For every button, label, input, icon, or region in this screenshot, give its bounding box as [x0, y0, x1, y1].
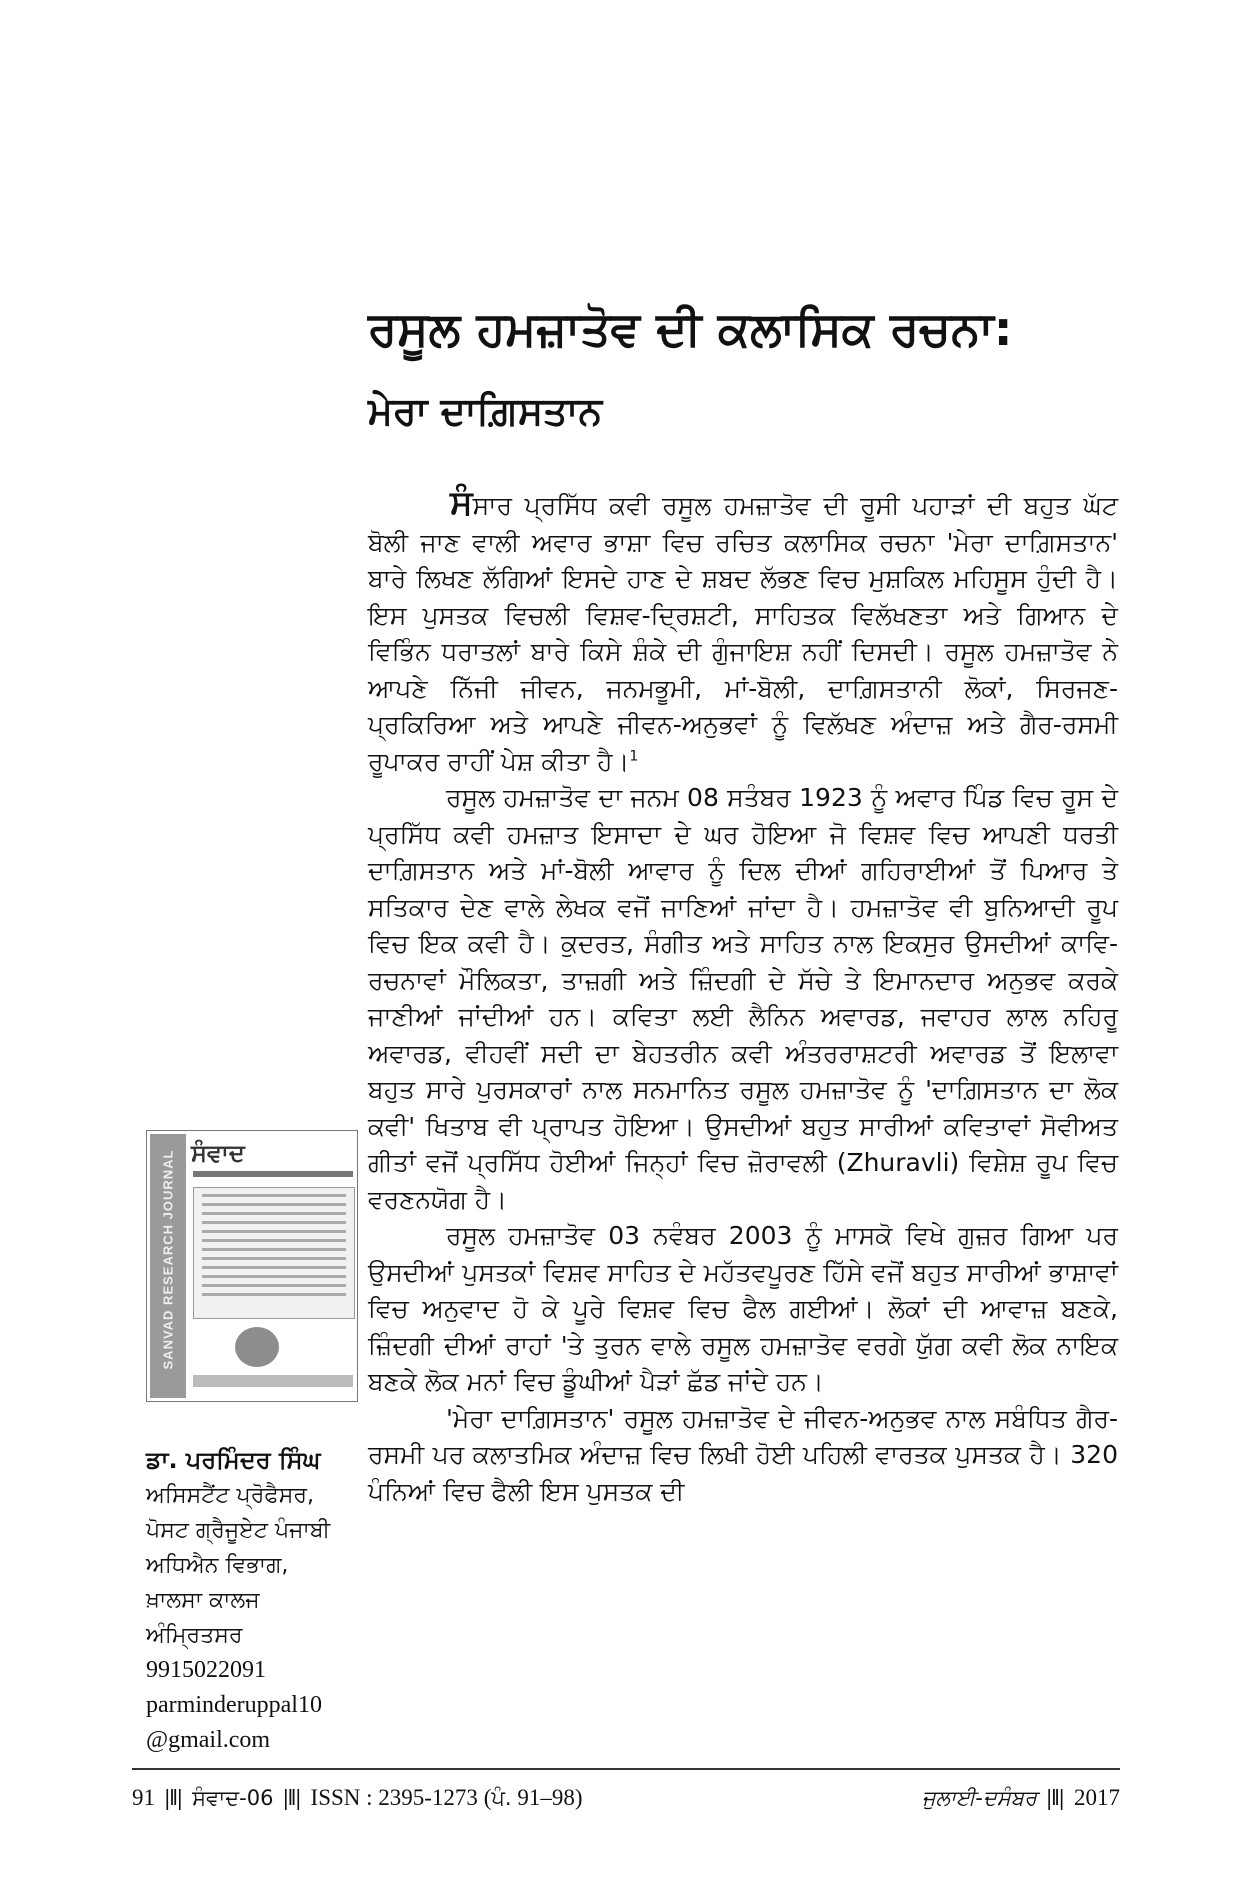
- cover-footer-bar: [193, 1375, 353, 1387]
- author-email-part[interactable]: @gmail.com: [146, 1727, 271, 1753]
- footer-left: 91 |‖| ਸੰਵਾਦ-06 |‖| ISSN : 2395-1273 (ਪੰ. 91–98): [132, 1785, 583, 1810]
- article-body: [368, 485, 1118, 1510]
- cover-spine-text: SANVAD RESEARCH JOURNAL: [160, 1149, 176, 1370]
- author-name: ਡਾ. ਪਰਮਿੰਦਰ ਸਿੰਘ: [146, 1446, 321, 1474]
- author-affiliation-line: ਅੰਮ੍ਰਿਤਸਰ: [146, 1623, 243, 1648]
- paragraph: 'ਮੇਰਾ ਦਾਗ਼ਿਸਤਾਨ' ਰਸੂਲ ਹਮਜ਼ਾਤੋਵ ਦੇ ਜੀਵਨ-ਅਨੁਭਵ ਨਾਲ ਸਬੰਧਿਤ ਗੈਰ-ਰਸਮੀ ਪਰ ਕਲਾਤਮਿਕ ਅੰਦਾਜ਼ ਵਿਚ ਲਿਖੀ ਹੋਈ ਪਹਿਲੀ ਵਾਰਤਕ ਪੁਸਤਕ ਹੈ। 320 ਪੰਨਿਆਂ ਵਿਚ ਫੈਲੀ ਇਸ ਪੁਸਤਕ ਦੀ: [368, 1403, 1118, 1506]
- issn: ISSN : 2395-1273: [310, 1785, 478, 1810]
- cover-contents-box: [193, 1187, 355, 1319]
- cover-logo: ਸੰਵਾਦ: [191, 1139, 245, 1167]
- footnote-mark[interactable]: 1: [629, 748, 639, 765]
- footer-rule: [132, 1768, 1120, 1770]
- page-number: 91: [132, 1785, 155, 1810]
- footer-separator: |‖|: [283, 1785, 301, 1810]
- journal-name: ਸੰਵਾਦ-06: [192, 1786, 274, 1810]
- author-info: [146, 1443, 364, 1758]
- footer-separator: |‖|: [1046, 1785, 1065, 1810]
- journal-cover-image: [146, 1130, 358, 1402]
- paragraph: ਰਸੂਲ ਹਮਜ਼ਾਤੋਵ ਦਾ ਜਨਮ 08 ਸਤੰਬਰ 1923 ਨੂੰ ਅਵਾਰ ਪਿੰਡ ਵਿਚ ਰੂਸ ਦੇ ਪ੍ਰਸਿੱਧ ਕਵੀ ਹਮਜ਼ਾਤ ਇਸਾਦਾ ਦੇ ਘਰ ਹੋਇਆ ਜੋ ਵਿਸ਼ਵ ਵਿਚ ਆਪਣੀ ਧਰਤੀ ਦਾਗ਼ਿਸਤਾਨ ਅਤੇ ਮਾਂ-ਬੋਲੀ ਆਵਾਰ ਨੂੰ ਦਿਲ ਦੀਆਂ ਗਹਿਰਾਈਆਂ ਤੋਂ ਪਿਆਰ ਤੇ ਸਤਿਕਾਰ ਦੇਣ ਵਾਲੇ ਲੇਖਕ ਵਜੋਂ ਜਾਣਿਆਂ ਜਾਂਦਾ ਹੈ। ਹਮਜ਼ਾਤੋਵ ਵੀ ਬੁਨਿਆਦੀ ਰੂਪ ਵਿਚ ਇਕ ਕਵੀ ਹੈ। ਕੁਦਰਤ, ਸੰਗੀਤ ਅਤੇ ਸਾਹਿਤ ਨਾਲ ਇਕਸੁਰ ਉਸਦੀਆਂ ਕਾਵਿ-ਰਚਨਾਵਾਂ ਮੌਲਿਕਤਾ, ਤਾਜ਼ਗੀ ਅਤੇ ਜ਼ਿੰਦਗੀ ਦੇ ਸੱਚੇ ਤੇ ਇਮਾਨਦਾਰ ਅਨੁਭਵ ਕਰਕੇ ਜਾਣੀਆਂ ਜਾਂਦੀਆਂ ਹਨ। ਕਵਿਤਾ ਲਈ ਲੈਨਿਨ ਅਵਾਰਡ, ਜਵਾਹਰ ਲਾਲ ਨਹਿਰੂ ਅਵਾਰਡ, ਵੀਹਵੀਂ ਸਦੀ ਦਾ ਬੇਹਤਰੀਨ ਕਵੀ ਅੰਤਰਰਾਸ਼ਟਰੀ ਅਵਾਰਡ ਤੋਂ ਇਲਾਵਾ ਬਹੁਤ ਸਾਰੇ ਪੁਰਸਕਾਰਾਂ ਨਾਲ ਸਨਮਾਨਿਤ ਰਸੂਲ ਹਮਜ਼ਾਤੋਵ ਨੂੰ 'ਦਾਗ਼ਿਸਤਾਨ ਦਾ ਲੋਕ ਕਵੀ' ਖਿਤਾਬ ਵੀ ਪ੍ਰਾਪਤ ਹੋਇਆ। ਉਸਦੀਆਂ ਬਹੁਤ ਸਾਰੀਆਂ ਕਵਿਤਾਵਾਂ ਸੋਵੀਅਤ ਗੀਤਾਂ ਵਜੋਂ ਪ੍ਰਸਿੱਧ ਹੋਈਆਂ ਜਿਨ੍ਹਾਂ ਵਿਚ ਜ਼ੋਰਾਵਲੀ (Zhuravli) ਵਿਸ਼ੇਸ਼ ਰੂਪ ਵਿਚ ਵਰਣਨਯੋਗ ਹੈ।: [368, 783, 1118, 1214]
- paragraph-text: ਸਾਰ ਪ੍ਰਸਿੱਧ ਕਵੀ ਰਸੂਲ ਹਮਜ਼ਾਤੋਵ ਦੀ ਰੂਸੀ ਪਹਾੜਾਂ ਦੀ ਬਹੁਤ ਘੱਟ ਬੋਲੀ ਜਾਣ ਵਾਲੀ ਅਵਾਰ ਭਾਸ਼ਾ ਵਿਚ ਰਚਿਤ ਕਲਾਸਿਕ ਰਚਨਾ 'ਮੇਰਾ ਦਾਗ਼ਿਸਤਾਨ' ਬਾਰੇ ਲਿਖਣ ਲੱਗਿਆਂ ਇਸਦੇ ਹਾਣ ਦੇ ਸ਼ਬਦ ਲੱਭਣ ਵਿਚ ਮੁਸ਼ਕਿਲ ਮਹਿਸੂਸ ਹੁੰਦੀ ਹੈ। ਇਸ ਪੁਸਤਕ ਵਿਚਲੀ ਵਿਸ਼ਵ-ਦ੍ਰਿਸ਼ਟੀ, ਸਾਹਿਤਕ ਵਿਲੱਖਣਤਾ ਅਤੇ ਗਿਆਨ ਦੇ ਵਿਭਿੰਨ ਧਰਾਤਲਾਂ ਬਾਰੇ ਕਿਸੇ ਸ਼ੰਕੇ ਦੀ ਗੁੰਜਾਇਸ਼ ਨਹੀਂ ਦਿਸਦੀ। ਰਸੂਲ ਹਮਜ਼ਾਤੋਵ ਨੇ ਆਪਣੇ ਨਿੱਜੀ ਜੀਵਨ, ਜਨਮਭੂਮੀ, ਮਾਂ-ਬੋਲੀ, ਦਾਗ਼ਿਸਤਾਨੀ ਲੋਕਾਂ, ਸਿਰਜਣ-ਪ੍ਰਕਿਰਿਆ ਅਤੇ ਆਪਣੇ ਜੀਵਨ-ਅਨੁਭਵਾਂ ਨੂੰ ਵਿਲੱਖਣ ਅੰਦਾਜ਼ ਅਤੇ ਗੈਰ-ਰਸਮੀ ਰੂਪਾਕਰ ਰਾਹੀਂ ਪੇਸ਼ ਕੀਤਾ ਹੈ।: [368, 491, 1118, 776]
- issue-season: ਜੁਲਾਈ-ਦਸੰਬਰ: [921, 1786, 1037, 1810]
- footer-separator: |‖|: [164, 1785, 183, 1810]
- cover-spine: [150, 1134, 186, 1398]
- paragraph: ਰਸੂਲ ਹਮਜ਼ਾਤੋਵ 03 ਨਵੰਬਰ 2003 ਨੂੰ ਮਾਸਕੋ ਵਿਖੇ ਗੁਜ਼ਰ ਗਿਆ ਪਰ ਉਸਦੀਆਂ ਪੁਸਤਕਾਂ ਵਿਸ਼ਵ ਸਾਹਿਤ ਦੇ ਮਹੱਤਵਪੂਰਣ ਹਿੱਸੇ ਵਜੋਂ ਬਹੁਤ ਸਾਰੀਆਂ ਭਾਸ਼ਾਵਾਂ ਵਿਚ ਅਨੁਵਾਦ ਹੋ ਕੇ ਪੂਰੇ ਵਿਸ਼ਵ ਵਿਚ ਫੈਲ ਗਈਆਂ। ਲੋਕਾਂ ਦੀ ਆਵਾਜ਼ ਬਣਕੇ, ਜ਼ਿੰਦਗੀ ਦੀਆਂ ਰਾਹਾਂ 'ਤੇ ਤੁਰਨ ਵਾਲੇ ਰਸੂਲ ਹਮਜ਼ਾਤੋਵ ਵਰਗੇ ਯੁੱਗ ਕਵੀ ਲੋਕ ਨਾਇਕ ਬਣਕੇ ਲੋਕ ਮਨਾਂ ਵਿਚ ਡੂੰਘੀਆਂ ਪੈੜਾਂ ਛੱਡ ਜਾਂਦੇ ਹਨ।: [368, 1221, 1118, 1396]
- issue-year: 2017: [1074, 1785, 1120, 1810]
- pages-range: 91–98: [517, 1785, 575, 1810]
- cover-emblem-icon: [235, 1327, 279, 1367]
- pages-label: ਪੰ.: [491, 1786, 512, 1810]
- article-title: ਰਸੂਲ ਹਮਜ਼ਾਤੋਵ ਦੀ ਕਲਾਸਿਕ ਰਚਨਾ:: [368, 302, 1013, 357]
- footer-right: [922, 1778, 1120, 1818]
- author-affiliation-line: ਖ਼ਾਲਸਾ ਕਾਲਜ: [146, 1588, 260, 1613]
- article-subtitle: ਮੇਰਾ ਦਾਗ਼ਿਸਤਾਨ: [368, 389, 603, 433]
- author-email-part[interactable]: parminderuppal10: [146, 1692, 322, 1718]
- page-footer: [132, 1778, 1120, 1818]
- cover-subtitle-bar: [193, 1171, 353, 1177]
- drop-cap: ਸੰ: [450, 483, 473, 523]
- author-affiliation-line: ਅਸਿਸਟੈਂਟ ਪ੍ਰੋਫੈਸਰ,: [146, 1483, 314, 1508]
- author-phone: 9915022091: [146, 1657, 266, 1683]
- author-affiliation-line: ਪੋਸਟ ਗ੍ਰੈਜੂਏਟ ਪੰਜਾਬੀ: [146, 1518, 331, 1543]
- author-affiliation-line: ਅਧਿਐਨ ਵਿਭਾਗ,: [146, 1553, 289, 1578]
- paragraph: [368, 485, 1118, 780]
